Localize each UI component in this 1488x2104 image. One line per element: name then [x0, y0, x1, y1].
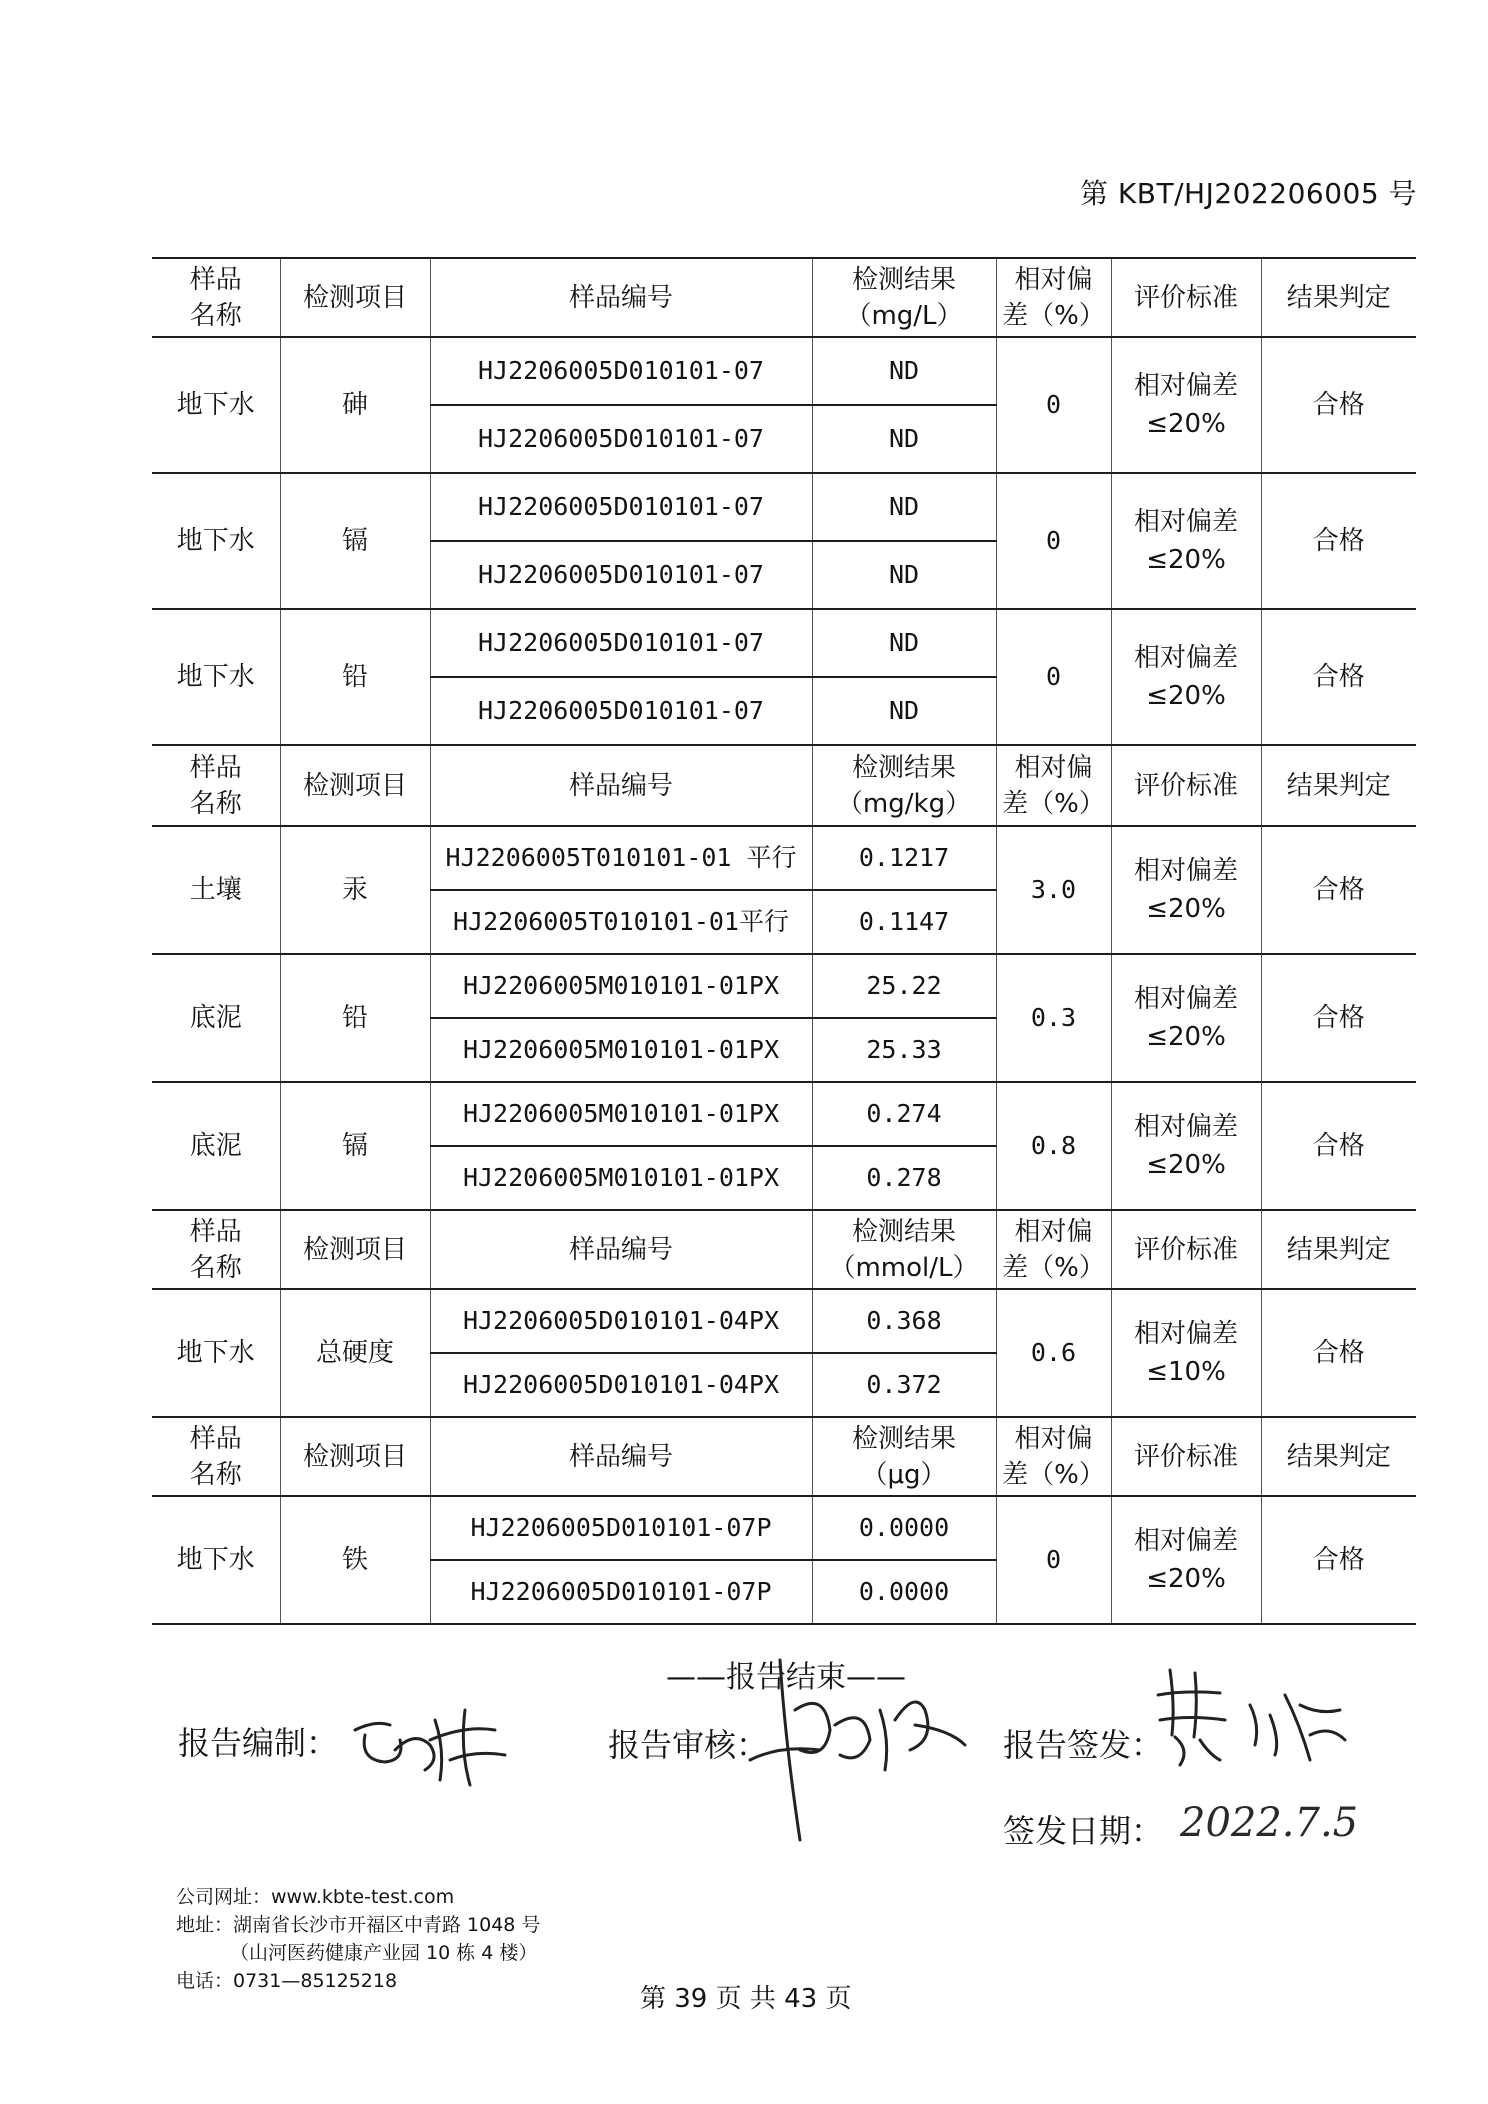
sample-id: HJ2206005D010101-04PX	[430, 1289, 812, 1353]
table-header-row	[152, 745, 1416, 826]
test-item: 砷	[280, 337, 430, 473]
sample-id: HJ2206005M010101-01PX	[430, 1018, 812, 1082]
table-header-row	[152, 1210, 1416, 1289]
judgement: 合格	[1261, 826, 1416, 954]
table-row	[152, 826, 1416, 890]
standard: 相对偏差 ≤20%	[1111, 1496, 1261, 1624]
judgement: 合格	[1261, 954, 1416, 1082]
sample-id: HJ2206005D010101-07	[430, 609, 812, 677]
header-judgement: 结果判定	[1261, 1417, 1416, 1496]
page-number: 第 39 页 共 43 页	[640, 1984, 852, 2014]
report-end-mark: ——报告结束——	[666, 1660, 906, 1695]
issue-date: 2022.7.5	[1180, 1800, 1359, 1846]
result-value: ND	[812, 473, 996, 541]
sample-name: 地下水	[152, 609, 280, 745]
sample-id: HJ2206005D010101-07	[430, 541, 812, 609]
result-value: 0.278	[812, 1146, 996, 1210]
footer-phone: 电话：0731—85125218	[176, 1970, 398, 1992]
judgement: 合格	[1261, 337, 1416, 473]
sample-name: 地下水	[152, 1289, 280, 1417]
table-row	[152, 954, 1416, 1018]
sample-id: HJ2206005M010101-01PX	[430, 1146, 812, 1210]
header-result: 检测结果 （μg）	[812, 1417, 996, 1496]
table-row	[152, 1496, 1416, 1560]
header-judgement: 结果判定	[1261, 1210, 1416, 1289]
sample-name: 地下水	[152, 337, 280, 473]
reviewed-by-label: 报告审核：	[608, 1726, 769, 1764]
result-value: 0.1147	[812, 890, 996, 954]
judgement: 合格	[1261, 1289, 1416, 1417]
header-item: 检测项目	[280, 745, 430, 826]
issuer-signature	[1150, 1665, 1350, 1785]
test-item: 汞	[280, 826, 430, 954]
sample-id: HJ2206005M010101-01PX	[430, 1082, 812, 1146]
test-item: 铅	[280, 954, 430, 1082]
judgement: 合格	[1261, 1496, 1416, 1624]
header-rsd: 相对偏 差（%）	[996, 1210, 1111, 1289]
result-value: 0.0000	[812, 1496, 996, 1560]
header-result: 检测结果 （mg/kg）	[812, 745, 996, 826]
sample-id: HJ2206005D010101-07	[430, 473, 812, 541]
result-value: 0.274	[812, 1082, 996, 1146]
header-sample-id: 样品编号	[430, 1210, 812, 1289]
header-sample-id: 样品编号	[430, 258, 812, 337]
sample-id: HJ2206005D010101-07	[430, 337, 812, 405]
issue-date-label: 签发日期：	[1003, 1812, 1164, 1850]
judgement: 合格	[1261, 609, 1416, 745]
standard: 相对偏差 ≤20%	[1111, 337, 1261, 473]
sample-id: HJ2206005D010101-07P	[430, 1496, 812, 1560]
standard: 相对偏差 ≤20%	[1111, 473, 1261, 609]
header-result: 检测结果 （mmol/L）	[812, 1210, 996, 1289]
table-row	[152, 1082, 1416, 1146]
issued-by-label: 报告签发：	[1003, 1726, 1164, 1764]
result-value: 0.372	[812, 1353, 996, 1417]
result-value: 0.1217	[812, 826, 996, 890]
sample-id: HJ2206005D010101-07P	[430, 1560, 812, 1624]
sample-id: HJ2206005T010101-01 平行	[430, 826, 812, 890]
result-value: ND	[812, 541, 996, 609]
header-sample-id: 样品编号	[430, 745, 812, 826]
result-value: ND	[812, 337, 996, 405]
judgement: 合格	[1261, 1082, 1416, 1210]
footer-address-2: （山河医药健康产业园 10 栋 4 楼）	[230, 1942, 538, 1964]
sample-id: HJ2206005D010101-07	[430, 677, 812, 745]
rsd-value: 3.0	[996, 826, 1111, 954]
rsd-value: 0.8	[996, 1082, 1111, 1210]
header-rsd: 相对偏 差（%）	[996, 1417, 1111, 1496]
rsd-value: 0.6	[996, 1289, 1111, 1417]
header-standard: 评价标准	[1111, 258, 1261, 337]
result-value: 25.22	[812, 954, 996, 1018]
header-item: 检测项目	[280, 1417, 430, 1496]
standard: 相对偏差 ≤20%	[1111, 609, 1261, 745]
result-value: ND	[812, 609, 996, 677]
rsd-value: 0	[996, 1496, 1111, 1624]
result-value: ND	[812, 405, 996, 473]
rsd-value: 0.3	[996, 954, 1111, 1082]
sample-id: HJ2206005D010101-04PX	[430, 1353, 812, 1417]
standard: 相对偏差 ≤10%	[1111, 1289, 1261, 1417]
header-sample-name: 样品 名称	[152, 745, 280, 826]
table-row	[152, 337, 1416, 405]
report-number: 第 KBT/HJ202206005 号	[1080, 177, 1418, 210]
header-sample-name: 样品 名称	[152, 1417, 280, 1496]
header-result: 检测结果 （mg/L）	[812, 258, 996, 337]
table-header-row	[152, 258, 1416, 337]
footer-website: 公司网址：www.kbte-test.com	[176, 1886, 455, 1908]
sample-name: 地下水	[152, 473, 280, 609]
footer-address: 地址：湖南省长沙市开福区中青路 1048 号	[176, 1914, 541, 1936]
table-row	[152, 473, 1416, 541]
standard: 相对偏差 ≤20%	[1111, 826, 1261, 954]
sample-id: HJ2206005D010101-07	[430, 405, 812, 473]
qc-table	[152, 257, 1416, 1625]
header-rsd: 相对偏 差（%）	[996, 258, 1111, 337]
reviewer-signature	[740, 1650, 970, 1850]
rsd-value: 0	[996, 473, 1111, 609]
header-standard: 评价标准	[1111, 1417, 1261, 1496]
rsd-value: 0	[996, 337, 1111, 473]
test-item: 铁	[280, 1496, 430, 1624]
header-judgement: 结果判定	[1261, 745, 1416, 826]
sample-name: 底泥	[152, 1082, 280, 1210]
header-sample-id: 样品编号	[430, 1417, 812, 1496]
header-rsd: 相对偏 差（%）	[996, 745, 1111, 826]
table-row	[152, 609, 1416, 677]
sample-name: 底泥	[152, 954, 280, 1082]
sample-name: 土壤	[152, 826, 280, 954]
standard: 相对偏差 ≤20%	[1111, 954, 1261, 1082]
header-standard: 评价标准	[1111, 745, 1261, 826]
judgement: 合格	[1261, 473, 1416, 609]
compiler-signature	[345, 1690, 520, 1790]
header-item: 检测项目	[280, 1210, 430, 1289]
test-item: 镉	[280, 1082, 430, 1210]
test-item: 铅	[280, 609, 430, 745]
result-value: 25.33	[812, 1018, 996, 1082]
table-header-row	[152, 1417, 1416, 1496]
result-value: 0.368	[812, 1289, 996, 1353]
test-item: 镉	[280, 473, 430, 609]
header-standard: 评价标准	[1111, 1210, 1261, 1289]
compiled-by-label: 报告编制：	[178, 1724, 339, 1762]
sample-name: 地下水	[152, 1496, 280, 1624]
header-sample-name: 样品 名称	[152, 1210, 280, 1289]
table-row	[152, 1289, 1416, 1353]
header-sample-name: 样品 名称	[152, 258, 280, 337]
sample-id: HJ2206005T010101-01平行	[430, 890, 812, 954]
header-item: 检测项目	[280, 258, 430, 337]
header-judgement: 结果判定	[1261, 258, 1416, 337]
standard: 相对偏差 ≤20%	[1111, 1082, 1261, 1210]
result-value: ND	[812, 677, 996, 745]
test-item: 总硬度	[280, 1289, 430, 1417]
rsd-value: 0	[996, 609, 1111, 745]
result-value: 0.0000	[812, 1560, 996, 1624]
sample-id: HJ2206005M010101-01PX	[430, 954, 812, 1018]
